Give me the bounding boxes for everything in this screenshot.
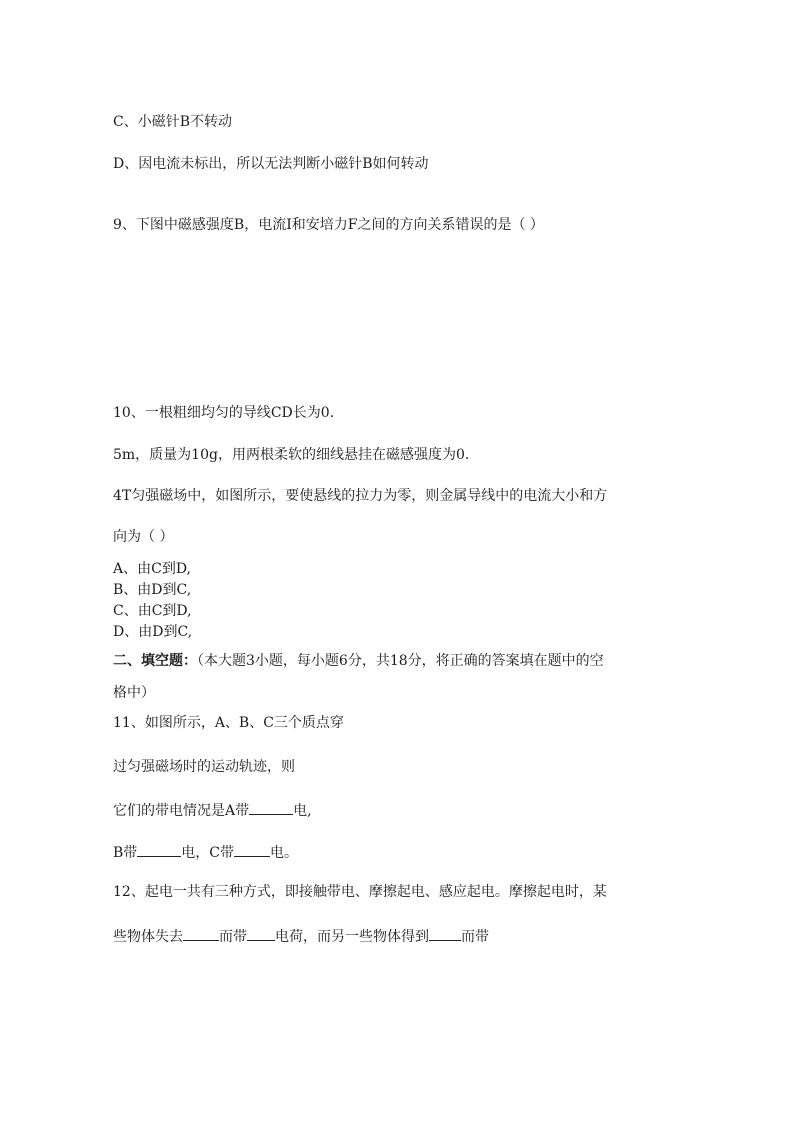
q10-stem-line-1: 10、一根粗细均匀的导线CD长为0. [113,405,335,421]
q11-line-3 [113,800,312,820]
q12-text-d: 而带 [461,929,489,945]
blank-a-charge[interactable] [249,800,293,815]
q8-option-d: D、因电流未标出，所以无法判断小磁针B如何转动 [113,156,429,172]
q12-text-c: 电荷，而另一些物体得到 [275,929,429,945]
section-2-heading: 二、填空题： [113,653,197,669]
q11-text-d: 电，C带 [181,845,235,861]
blank-c-charge[interactable] [234,842,270,857]
blank-charge-type-1[interactable] [247,926,275,941]
section-2-line-1 [113,652,604,670]
blank-b-charge[interactable] [137,842,181,857]
q11-text-b: 电, [293,803,312,819]
q11-text-e: 电。 [270,845,299,861]
q10-stem-line-4: 向为（ ） [113,529,174,545]
q12-line-1: 12、起电一共有三种方式，即接触带电、摩擦起电、感应起电。摩擦起电时，某 [113,884,607,900]
q9-stem: 9、下图中磁感强度B，电流I和安培力F之间的方向关系错误的是（ ） [113,217,544,233]
q11-line-2: 过匀强磁场时的运动轨迹，则 [113,759,295,775]
blank-gain[interactable] [429,926,461,941]
q12-text-a: 些物体失去 [113,929,183,945]
q12-text-b: 而带 [219,929,247,945]
section-2-description-cont: 格中） [113,685,155,701]
q10-option-c: C、由C到D, [113,603,192,619]
q12-line-2 [113,926,489,946]
q10-stem-line-2: 5m，质量为10g，用两根柔软的细线悬挂在磁感强度为0. [113,447,470,463]
blank-lose[interactable] [183,926,219,941]
q10-stem-line-3: 4T匀强磁场中，如图所示，要使悬线的拉力为零，则金属导线中的电流大小和方 [113,488,608,504]
q11-line-1: 11、如图所示，A、B、C三个质点穿 [113,715,344,731]
q11-text-c: B带 [113,845,138,861]
q11-line-4 [113,842,298,862]
q11-text-a: 它们的带电情况是A带 [113,803,250,819]
section-2-description: （本大题3小题，每小题6分，共18分，将正确的答案填在题中的空 [197,653,604,669]
q8-option-c: C、小磁针B不转动 [113,114,232,130]
q10-option-b: B、由D到C, [113,582,192,598]
q10-option-a: A、由C到D, [113,561,191,577]
q10-option-d: D、由D到C, [113,624,193,640]
